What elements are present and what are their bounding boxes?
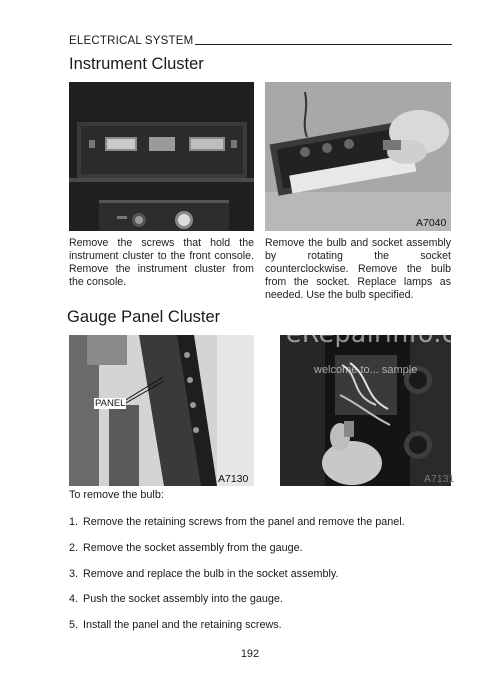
header-rule — [195, 44, 452, 45]
section-title-instrument-cluster: Instrument Cluster — [69, 55, 204, 73]
photo-label-panel: PANEL — [95, 398, 126, 409]
running-header — [69, 35, 452, 47]
caption-bulb-socket: Remove the bulb and socket assembly by rotating the socket counterclockwise. Remove the bulb from the socket. Replace lamps as needed. Use the bulb specified. — [265, 237, 451, 301]
procedure-intro: To remove the bulb: — [69, 489, 164, 501]
photo-code-a7130: A7130 — [218, 473, 249, 485]
procedure-steps — [69, 516, 405, 645]
step-text: Push the socket assembly into the gauge. — [83, 593, 283, 606]
photo-code-a7131: A7131 — [424, 473, 455, 485]
list-item — [69, 516, 405, 542]
step-number: 4. — [69, 593, 79, 606]
photo-instrument-cluster — [69, 82, 254, 231]
list-item — [69, 619, 405, 645]
list-item — [69, 542, 405, 568]
header-title: ELECTRICAL SYSTEM — [69, 35, 194, 47]
section-title-gauge-panel-cluster: Gauge Panel Cluster — [67, 308, 221, 326]
step-number: 1. — [69, 516, 79, 528]
photo-gauge-panel — [69, 335, 254, 486]
step-number: 5. — [69, 619, 79, 632]
photo-code-a7040: A7040 — [416, 217, 447, 229]
page-number: 192 — [240, 648, 260, 660]
photo-socket-in-gauge — [280, 335, 451, 486]
step-text: Remove and replace the bulb in the socket assembly. — [83, 567, 339, 580]
step-text: Install the panel and the retaining screws. — [83, 619, 282, 632]
watermark: eRepairinfo.com — [286, 319, 497, 348]
watermark-subtext: welcome to... sample — [314, 364, 418, 376]
photo-bulb-socket — [265, 82, 451, 231]
step-text: Remove the retaining screws from the panel and remove the panel. — [83, 516, 405, 528]
step-text: Remove the socket assembly from the gauge. — [83, 541, 303, 554]
caption-instrument-cluster: Remove the screws that hold the instrument cluster to the front console. Remove the instrument cluster from the console. — [69, 237, 254, 288]
step-number: 2. — [69, 541, 79, 554]
list-item — [69, 568, 405, 594]
step-number: 3. — [69, 567, 79, 580]
list-item — [69, 593, 405, 619]
